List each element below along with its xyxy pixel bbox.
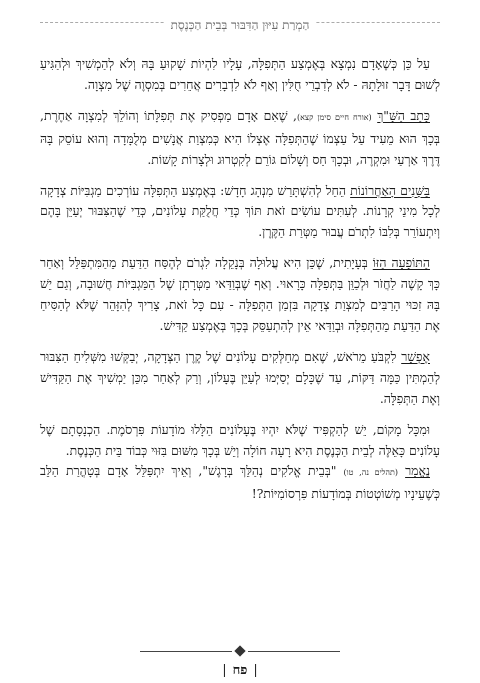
ornament-line-left — [140, 651, 232, 652]
paragraph-lead: אֶפְשָׁר — [401, 348, 430, 364]
ornament-diamond-icon — [234, 645, 245, 656]
paragraph-2 — [40, 106, 440, 171]
paragraph-text: הֵחֵל לְהִשְׁתָּרֵשׁ מִנְהָג חָדָשׁ: בְּאֶמְצַע הַתְּפִלָּה עוֹרְכִים מַגְבִּיּוֹת צְדָקָה לְכָל מִינֵי קְרָנוֹת. לְעִתִּים עוֹשִׂים זֹאת תּוֹךְ כְּדֵי חֲלֻקַּת עָלוֹנִים, כְּדֵי שֶׁהַצִּבּוּר יְעַיֵּן בָּהֶם וְיִתְעוֹרֵר בְּלִבּוֹ לִתְרֹם עֲבוּר מַטְּרַת הַקֶּרֶן. — [40, 182, 440, 240]
paragraph-text: וּמִכָּל מָקוֹם, יֵשׁ לְהַקְפִּיד שֶׁלֹּא יִהְיוּ בֶּעָלוֹנִים הַלָּלוּ מוֹדָעוֹת פִּרְסֹמֶת. הַכְנָסָתָם שֶׁל עָלוֹנִים כָּאֵלֶּה לְבֵית הַכְּנֶסֶת הִיא רָעָה חוֹלָה וְיֵשׁ בְּכָךְ מִשּׁוּם בִּזּוּי כְּבוֹד בֵּית הַכְּנֶסֶת. — [40, 421, 440, 458]
footer-ornament — [0, 646, 480, 656]
page-number — [0, 662, 480, 678]
paragraph-5 — [40, 347, 440, 410]
paragraph-lead: כָּתַב הַשָּׁ"ךְ — [377, 107, 430, 123]
paragraph-text: עַל כֵּן כְּשֶׁאָדָם נִמְצָא בְּאֶמְצַע הַתְּפִלָּה, עָלָיו לִהְיוֹת שָׁקוּעַ בָּהּ וְלֹא לְהַמְשִׁיךְ וּלְהַגִּיעַ לְשׁוּם דָּבָר זוּלָתָהּ - לֹא לְדִבְרֵי חֻלִּין וְאַף לֹא לִדְבָרִים אֲחֵרִים בְּמִסְוֶה שֶׁל מִצְוָה. — [40, 56, 440, 92]
paragraph-text: "בְּבֵית אֱלֹקִים נְהַלֵּךְ בְּרָגֶשׁ", וְאֵיךְ יִתְפַּלֵּל אָדָם בְּטָהֳרַת הַלֵּב כְּשֶׁעֵינָיו מְשׁוֹטְטוֹת בְּמוֹדָעוֹת פִּרְסוֹמִיּוֹת?! — [40, 463, 440, 502]
page-number-value: פח — [232, 663, 248, 678]
paragraph-text: לִקְבֹּעַ מֵרֹאשׁ, שֶׁאִם מְחַלְּקִים עָלוֹנִים שֶׁל קֶרֶן הַצְּדָקָה, יְבַקְּשׁוּ מִשְּׁלִיחַ הַצִּבּוּר לְהַמְתִּין כַּמָּה דַּקּוֹת, עַד שֶׁכָּלָם יְסַיְּמוּ לְעַיֵּן בֶּעָלוֹן, וְרַק לְאַחַר מִכֵּן יַמְשִׁיךְ אֶת הַקַּדִּישׁ וְאֶת הַתְּפִלָּה. — [40, 348, 440, 406]
paragraph-7 — [40, 461, 440, 505]
running-header — [40, 14, 440, 36]
source-citation: (אורח חיים סימן קצא) — [296, 112, 372, 122]
paragraph-3 — [40, 181, 440, 244]
paragraph-1 — [40, 54, 440, 96]
text-body — [40, 54, 440, 505]
paragraph-lead: בַּשָּׁנִים הָאַחֲרוֹנוֹת — [350, 182, 430, 198]
ornament-line-right — [248, 651, 340, 652]
page-number-bracket-close: | — [222, 663, 227, 678]
paragraph-text: בְּעָיָתִית, שֶׁכֵּן הִיא עֲלוּלָה בְּנָקֵלָה לִגְרֹם לְהֶסַּח הַדַּעַת מֵהַמִּתְפַּלֵּל וְאַחַר כָּךְ קָשֶׁה לַחֲזֹר וּלְכַוֵּן בַּתְּפִלָּה כָּרָאוּי. וְאַף שֶׁבְּוַדַּאי מַטְּרָתָן שֶׁל הַמַּגְבִּיּוֹת חֲשׁוּבָה, וְגַם יֵשׁ בָּהּ זִכּוּי הָרַבִּים לְמִצְוַת צְדָקָה בִּזְמַן הַתְּפִלָּה - עִם כָּל זֹאת, צָרִיךְ לְהִזָּהֵר שֶׁלֹּא לְהַסִּיחַ אֶת הַדַּעַת מֵהַתְּפִלָּה וּבְוַדַּאי אֵין לְהִתְעַסֵּק בְּכָךְ בְּאֶמְצַע קַדִּישׁ. — [40, 255, 440, 333]
paragraph-6 — [40, 420, 440, 462]
header-title: הַמְרַת עִיּוּן הַדִּבּוּר בְּבֵית הַכְּנֶסֶת — [165, 18, 316, 33]
source-citation: (תהלים נה, טו) — [343, 468, 399, 478]
page-number-bracket-open: | — [253, 663, 258, 678]
paragraph-lead: הַתּוֹפָעָה הַזּוֹ — [372, 255, 430, 271]
paragraph-lead: נֶאֱמַר — [405, 463, 430, 479]
paragraph-text: , שֶׁאִם אָדָם מַפְסִיק אֶת תְּפִלָּתוֹ וְהוֹלֵךְ לְמִצְוָה אַחֶרֶת, בְּכָךְ הוּא מֵעִיד עַל עַצְמוֹ שֶׁהַתְּפִלָּה אֶצְלוֹ הִיא כְּמִצְוַת אֲנָשִׁים מְלֻמָּדָה וְהוּא עוֹסֵק בָּהּ דֶּרֶךְ אַרְעַי וּמִקְרֶה, וּבְכָךְ חַס וְשָׁלוֹם גּוֹרֵם לְקִטְרוּג וּלְצָרוֹת קָשׁוֹת. — [40, 107, 440, 167]
paragraph-4 — [40, 253, 440, 337]
